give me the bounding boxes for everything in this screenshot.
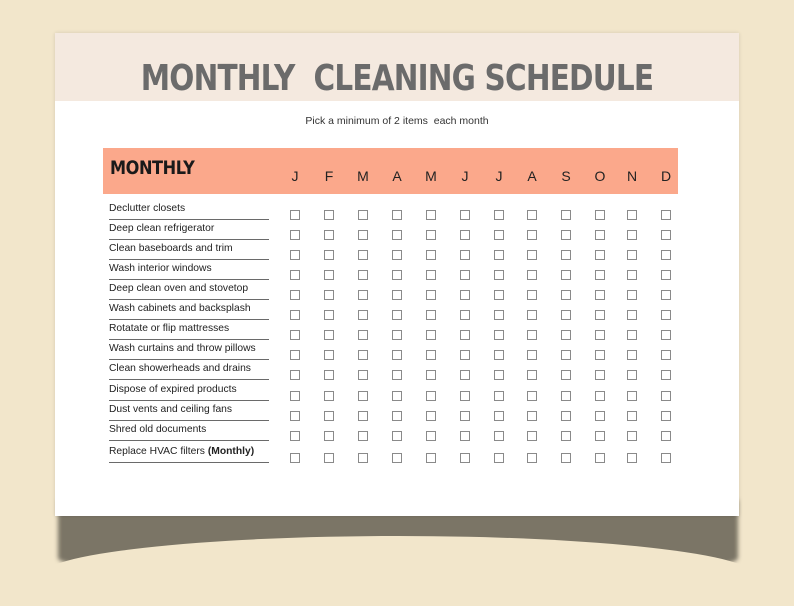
checkbox-s-8[interactable] (561, 230, 571, 240)
checkbox-d-11[interactable] (661, 330, 671, 340)
checkbox-m-2[interactable] (358, 230, 368, 240)
checkbox-m-4[interactable] (426, 453, 436, 463)
checkbox-a-7[interactable] (527, 290, 537, 300)
checkbox-j-6[interactable] (494, 370, 504, 380)
checkbox-a-7[interactable] (527, 310, 537, 320)
checkbox-a-3[interactable] (392, 453, 402, 463)
checkbox-n-10[interactable] (627, 210, 637, 220)
checkbox-d-11[interactable] (661, 250, 671, 260)
task-text: Rotatate or flip mattresses (109, 323, 230, 334)
checkbox-j-0[interactable] (290, 370, 300, 380)
checkbox-j-5[interactable] (460, 370, 470, 380)
checkbox-s-8[interactable] (561, 370, 571, 380)
checkbox-n-10[interactable] (627, 250, 637, 260)
checkbox-f-1[interactable] (324, 270, 334, 280)
checkbox-j-0[interactable] (290, 391, 300, 401)
task-text: Declutter closets (109, 203, 186, 214)
checkbox-s-8[interactable] (561, 250, 571, 260)
month-header-0: J (291, 168, 299, 184)
checkbox-m-2[interactable] (358, 290, 368, 300)
month-header-3: A (392, 168, 402, 184)
checkbox-m-2[interactable] (358, 411, 368, 421)
task-text: Wash cabinets and backsplash (109, 303, 251, 314)
month-header-4: M (425, 168, 437, 184)
checkbox-j-5[interactable] (460, 411, 470, 421)
checkbox-a-3[interactable] (392, 431, 402, 441)
month-header-2: M (357, 168, 369, 184)
page-title: MONTHLY CLEANING SCHEDULE (140, 58, 654, 99)
task-emphasis: (Monthly) (207, 446, 255, 457)
task-text: Clean baseboards and trim (109, 243, 233, 254)
checkbox-j-6[interactable] (494, 250, 504, 260)
task-label (109, 223, 269, 240)
checkbox-a-3[interactable] (392, 391, 402, 401)
checkbox-f-1[interactable] (324, 250, 334, 260)
checkbox-a-7[interactable] (527, 391, 537, 401)
checkbox-o-9[interactable] (595, 230, 605, 240)
checkbox-s-8[interactable] (561, 290, 571, 300)
checkbox-f-1[interactable] (324, 431, 334, 441)
checkbox-s-8[interactable] (561, 350, 571, 360)
checkbox-j-5[interactable] (460, 290, 470, 300)
checkbox-a-7[interactable] (527, 210, 537, 220)
task-text: Wash curtains and throw pillows (109, 343, 256, 354)
checkbox-f-1[interactable] (324, 411, 334, 421)
month-header-6: J (495, 168, 503, 184)
month-header-11: D (660, 168, 672, 184)
task-label (109, 404, 269, 421)
checkbox-a-3[interactable] (392, 310, 402, 320)
task-label (109, 303, 269, 320)
checkbox-a-7[interactable] (527, 230, 537, 240)
checkbox-m-2[interactable] (358, 453, 368, 463)
checkbox-j-6[interactable] (494, 290, 504, 300)
checkbox-a-3[interactable] (392, 350, 402, 360)
checkbox-j-6[interactable] (494, 350, 504, 360)
checkbox-j-5[interactable] (460, 330, 470, 340)
checkbox-m-4[interactable] (426, 330, 436, 340)
task-label (109, 243, 269, 260)
checkbox-a-3[interactable] (392, 290, 402, 300)
checkbox-a-3[interactable] (392, 330, 402, 340)
checkbox-m-2[interactable] (358, 391, 368, 401)
checkbox-d-11[interactable] (661, 310, 671, 320)
checkbox-a-7[interactable] (527, 250, 537, 260)
task-label (109, 384, 269, 401)
checkbox-n-10[interactable] (627, 310, 637, 320)
checkbox-n-10[interactable] (627, 230, 637, 240)
task-text: Dust vents and ceiling fans (109, 404, 233, 415)
checkbox-d-11[interactable] (661, 431, 671, 441)
schedule-sheet (55, 33, 739, 516)
checkbox-j-5[interactable] (460, 453, 470, 463)
checkbox-a-7[interactable] (527, 411, 537, 421)
checkbox-f-1[interactable] (324, 453, 334, 463)
checkbox-f-1[interactable] (324, 330, 334, 340)
checkbox-j-0[interactable] (290, 431, 300, 441)
checkbox-d-11[interactable] (661, 370, 671, 380)
checkbox-j-5[interactable] (460, 270, 470, 280)
month-header-1: F (324, 168, 334, 184)
checkbox-a-7[interactable] (527, 370, 537, 380)
checkbox-d-11[interactable] (661, 210, 671, 220)
checkbox-j-0[interactable] (290, 230, 300, 240)
checkbox-m-2[interactable] (358, 310, 368, 320)
task-text: Deep clean refrigerator (109, 223, 215, 234)
checkbox-d-11[interactable] (661, 350, 671, 360)
task-label (109, 263, 269, 280)
checkbox-d-11[interactable] (661, 411, 671, 421)
checkbox-m-4[interactable] (426, 270, 436, 280)
checkbox-o-9[interactable] (595, 250, 605, 260)
task-label (109, 363, 269, 380)
checkbox-a-3[interactable] (392, 210, 402, 220)
checkbox-m-2[interactable] (358, 330, 368, 340)
checkbox-j-0[interactable] (290, 210, 300, 220)
checkbox-f-1[interactable] (324, 310, 334, 320)
task-text: Shred old documents (109, 424, 207, 435)
checkbox-o-9[interactable] (595, 290, 605, 300)
checkbox-s-8[interactable] (561, 310, 571, 320)
checkbox-f-1[interactable] (324, 350, 334, 360)
checkbox-m-2[interactable] (358, 210, 368, 220)
task-label (109, 283, 269, 300)
task-label (109, 424, 269, 441)
checkbox-o-9[interactable] (595, 391, 605, 401)
checkbox-o-9[interactable] (595, 370, 605, 380)
checkbox-o-9[interactable] (595, 453, 605, 463)
checkbox-s-8[interactable] (561, 270, 571, 280)
checkbox-a-3[interactable] (392, 411, 402, 421)
checkbox-j-0[interactable] (290, 270, 300, 280)
checkbox-s-8[interactable] (561, 391, 571, 401)
checkbox-j-5[interactable] (460, 230, 470, 240)
checkbox-a-3[interactable] (392, 250, 402, 260)
checkbox-n-10[interactable] (627, 290, 637, 300)
checkbox-j-0[interactable] (290, 330, 300, 340)
checkbox-j-6[interactable] (494, 453, 504, 463)
checkbox-j-0[interactable] (290, 411, 300, 421)
checkbox-a-7[interactable] (527, 330, 537, 340)
task-label (109, 343, 269, 360)
checkbox-m-2[interactable] (358, 350, 368, 360)
checkbox-j-6[interactable] (494, 391, 504, 401)
checkbox-j-5[interactable] (460, 350, 470, 360)
checkbox-n-10[interactable] (627, 431, 637, 441)
checkbox-s-8[interactable] (561, 210, 571, 220)
checkbox-m-4[interactable] (426, 370, 436, 380)
checkbox-j-0[interactable] (290, 250, 300, 260)
checkbox-a-3[interactable] (392, 270, 402, 280)
checkbox-o-9[interactable] (595, 270, 605, 280)
checkbox-n-10[interactable] (627, 330, 637, 340)
checkbox-n-10[interactable] (627, 391, 637, 401)
task-label (109, 323, 269, 340)
header-label: MONTHLY (110, 157, 195, 179)
checkbox-d-11[interactable] (661, 453, 671, 463)
checkbox-a-3[interactable] (392, 230, 402, 240)
task-text: Deep clean oven and stovetop (109, 283, 249, 294)
checkbox-j-5[interactable] (460, 250, 470, 260)
checkbox-d-11[interactable] (661, 391, 671, 401)
task-text: Replace HVAC filters (109, 446, 205, 457)
checkbox-n-10[interactable] (627, 453, 637, 463)
checkbox-j-0[interactable] (290, 350, 300, 360)
checkbox-m-2[interactable] (358, 250, 368, 260)
checkbox-n-10[interactable] (627, 350, 637, 360)
checkbox-n-10[interactable] (627, 370, 637, 380)
checkbox-a-3[interactable] (392, 370, 402, 380)
checkbox-m-4[interactable] (426, 290, 436, 300)
month-header-10: N (626, 168, 638, 184)
checkbox-m-4[interactable] (426, 230, 436, 240)
checkbox-m-2[interactable] (358, 431, 368, 441)
checkbox-s-8[interactable] (561, 411, 571, 421)
checkbox-j-6[interactable] (494, 270, 504, 280)
checkbox-j-6[interactable] (494, 431, 504, 441)
checkbox-o-9[interactable] (595, 411, 605, 421)
checkbox-m-2[interactable] (358, 270, 368, 280)
checkbox-j-6[interactable] (494, 411, 504, 421)
shadow-curve (40, 536, 756, 606)
checkbox-f-1[interactable] (324, 391, 334, 401)
checkbox-s-8[interactable] (561, 330, 571, 340)
task-label (109, 446, 269, 463)
task-text: Dispose of expired products (109, 384, 237, 395)
checkbox-o-9[interactable] (595, 431, 605, 441)
checkbox-j-5[interactable] (460, 310, 470, 320)
checkbox-m-4[interactable] (426, 250, 436, 260)
checkbox-n-10[interactable] (627, 270, 637, 280)
checkbox-s-8[interactable] (561, 453, 571, 463)
checkbox-j-5[interactable] (460, 431, 470, 441)
month-header-band (103, 148, 678, 194)
task-text: Clean showerheads and drains (109, 363, 251, 374)
checkbox-j-6[interactable] (494, 230, 504, 240)
checkbox-f-1[interactable] (324, 210, 334, 220)
checkbox-f-1[interactable] (324, 290, 334, 300)
checkbox-j-6[interactable] (494, 310, 504, 320)
checkbox-j-5[interactable] (460, 210, 470, 220)
subtitle: Pick a minimum of 2 items each month (305, 115, 489, 127)
checkbox-f-1[interactable] (324, 230, 334, 240)
checkbox-o-9[interactable] (595, 210, 605, 220)
title-band (55, 33, 739, 101)
checkbox-m-2[interactable] (358, 370, 368, 380)
checkbox-o-9[interactable] (595, 310, 605, 320)
month-header-7: A (527, 168, 537, 184)
checkbox-d-11[interactable] (661, 270, 671, 280)
checkbox-m-4[interactable] (426, 391, 436, 401)
checkbox-d-11[interactable] (661, 230, 671, 240)
checkbox-a-7[interactable] (527, 453, 537, 463)
checkbox-o-9[interactable] (595, 350, 605, 360)
checkbox-j-0[interactable] (290, 310, 300, 320)
checkbox-a-7[interactable] (527, 431, 537, 441)
checkbox-j-0[interactable] (290, 453, 300, 463)
checkbox-a-7[interactable] (527, 270, 537, 280)
checkbox-f-1[interactable] (324, 370, 334, 380)
checkbox-a-7[interactable] (527, 350, 537, 360)
checkbox-j-6[interactable] (494, 210, 504, 220)
task-text: Wash interior windows (109, 263, 212, 274)
checkbox-n-10[interactable] (627, 411, 637, 421)
checkbox-m-4[interactable] (426, 310, 436, 320)
checkbox-m-4[interactable] (426, 350, 436, 360)
checkbox-d-11[interactable] (661, 290, 671, 300)
checkbox-o-9[interactable] (595, 330, 605, 340)
checkbox-m-4[interactable] (426, 210, 436, 220)
checkbox-j-0[interactable] (290, 290, 300, 300)
task-label (109, 203, 269, 220)
checkbox-j-5[interactable] (460, 391, 470, 401)
month-header-5: J (461, 168, 469, 184)
checkbox-m-4[interactable] (426, 431, 436, 441)
checkbox-j-6[interactable] (494, 330, 504, 340)
checkbox-s-8[interactable] (561, 431, 571, 441)
month-header-9: O (594, 168, 606, 184)
month-header-8: S (561, 168, 571, 184)
checkbox-m-4[interactable] (426, 411, 436, 421)
